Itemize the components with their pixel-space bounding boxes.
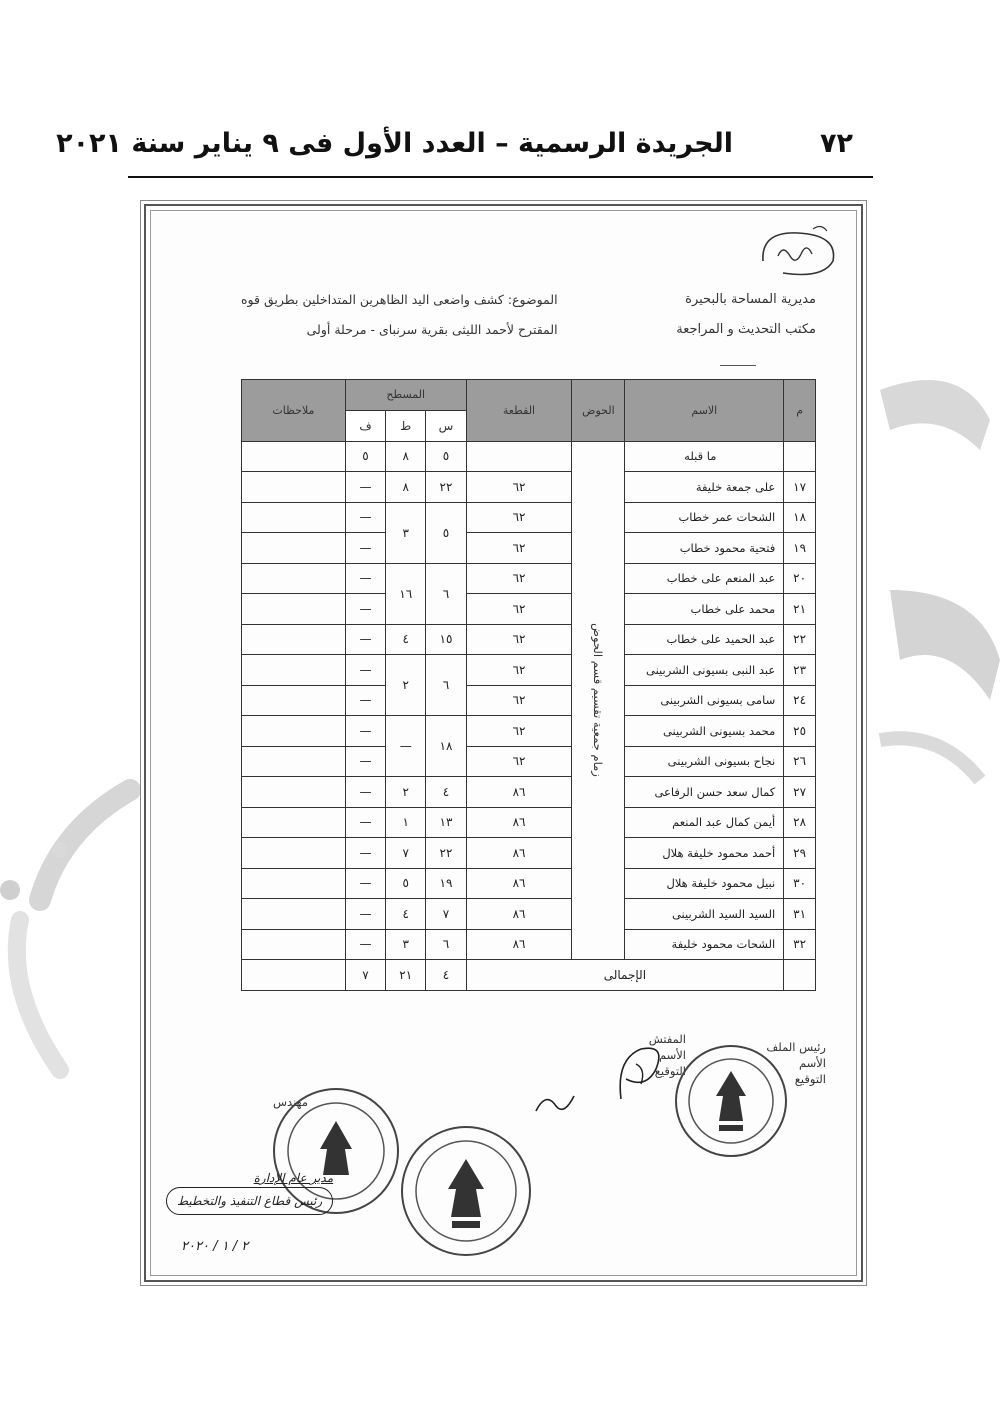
total-row <box>242 960 816 991</box>
table-row <box>242 807 816 838</box>
row-f: — <box>345 868 385 899</box>
col-header-hod: الحوض <box>572 380 625 442</box>
row-no: ٢٨ <box>784 807 816 838</box>
row-parcel: ٦٢ <box>466 563 572 594</box>
row-no: ٣٠ <box>784 868 816 899</box>
row-parcel: ٦٢ <box>466 685 572 716</box>
office-name: مكتب التحديث و المراجعة <box>676 322 816 337</box>
row-name: أيمن كمال عبد المنعم <box>625 807 784 838</box>
total-label: الإجمالى <box>466 960 784 991</box>
row-name: سامى بسيونى الشربينى <box>625 685 784 716</box>
row-t: ٤ <box>386 899 426 930</box>
table-row <box>242 472 816 503</box>
row-parcel: ٦٢ <box>466 502 572 533</box>
signature-scribble-icon <box>531 1081 591 1121</box>
row-name: عبد الحميد على خطاب <box>625 624 784 655</box>
row-no: ٢٥ <box>784 716 816 747</box>
row-no: ٢٤ <box>784 685 816 716</box>
table-row <box>242 624 816 655</box>
row-name: السيد السيد الشربينى <box>625 899 784 930</box>
row-notes <box>242 563 346 594</box>
scanned-document <box>140 200 867 1286</box>
header-rule <box>128 176 873 178</box>
gazette-title: الجريدة الرسمية – العدد الأول فى ٩ يناير سنة ٢٠٢١ <box>56 128 733 159</box>
row-notes <box>242 777 346 808</box>
signature-date: ٢ / ١ / ٢٠٢٠ <box>181 1239 249 1254</box>
col-header-qirat: ط <box>386 410 426 441</box>
inspector-signature-block: المفتش الأسم التوقيع <box>648 1032 686 1078</box>
row-no: ٢٩ <box>784 838 816 869</box>
row-notes <box>242 929 346 960</box>
table-row <box>242 868 816 899</box>
row-f: — <box>345 777 385 808</box>
row-f: — <box>345 929 385 960</box>
row-name: كمال سعد حسن الرفاعى <box>625 777 784 808</box>
row-f: — <box>345 502 385 533</box>
row-no: ٢٧ <box>784 777 816 808</box>
row-s: ١٨ <box>426 716 466 777</box>
table-row <box>242 838 816 869</box>
table-row <box>242 929 816 960</box>
row-parcel: ٨٦ <box>466 868 572 899</box>
row-t: ٣ <box>386 929 426 960</box>
table-row <box>242 777 816 808</box>
directorate-name: مديرية المساحة بالبحيرة <box>685 292 816 307</box>
row-name: نجاح بسيونى الشربينى <box>625 746 784 777</box>
row-parcel: ٨٦ <box>466 899 572 930</box>
col-header-feddan: ف <box>345 410 385 441</box>
carried-f: ٥ <box>345 441 385 472</box>
carried-t: ٨ <box>386 441 426 472</box>
table-row <box>242 655 816 686</box>
row-parcel: ٨٦ <box>466 929 572 960</box>
total-t: ٢١ <box>386 960 426 991</box>
director-signature-block: مدير عام الإدارة رئيس قطاع التنفيذ والتخطيط <box>166 1169 333 1215</box>
row-f: — <box>345 899 385 930</box>
carried-s: ٥ <box>426 441 466 472</box>
row-f: — <box>345 807 385 838</box>
row-parcel: ٦٢ <box>466 533 572 564</box>
table-row <box>242 685 816 716</box>
table-row <box>242 746 816 777</box>
row-t: ٧ <box>386 838 426 869</box>
row-no: ١٧ <box>784 472 816 503</box>
row-t: ٤ <box>386 624 426 655</box>
table-row <box>242 441 816 472</box>
row-name: الشحات محمود خليفة <box>625 929 784 960</box>
row-f: — <box>345 594 385 625</box>
proposal-line: المقترح لأحمد الليثى بقرية سرنباى - مرحلة أولى <box>306 322 558 337</box>
row-s: ٦ <box>426 563 466 624</box>
table-row <box>242 594 816 625</box>
running-head <box>56 118 873 176</box>
row-name: فتحية محمود خطاب <box>625 533 784 564</box>
row-notes <box>242 624 346 655</box>
hod-cell <box>572 441 625 960</box>
row-s: ١٥ <box>426 624 466 655</box>
row-parcel: ٦٢ <box>466 655 572 686</box>
row-s: ٥ <box>426 502 466 563</box>
row-notes <box>242 899 346 930</box>
watermark-logo <box>0 750 160 1130</box>
row-notes <box>242 472 346 503</box>
row-parcel: ٦٢ <box>466 472 572 503</box>
row-no: ٢٦ <box>784 746 816 777</box>
row-name: محمد بسيونى الشربينى <box>625 716 784 747</box>
row-f: — <box>345 472 385 503</box>
row-name: أحمد محمود خليفة هلال <box>625 838 784 869</box>
row-s: ١٩ <box>426 868 466 899</box>
row-f: — <box>345 838 385 869</box>
table-row <box>242 716 816 747</box>
subject-line: الموضوع: كشف واضعى اليد الظاهرين المتداخلين بطريق قوه <box>241 292 558 307</box>
table-row <box>242 899 816 930</box>
row-notes <box>242 502 346 533</box>
row-f: — <box>345 533 385 564</box>
signature-scribble-icon <box>611 1039 671 1109</box>
row-t: ٥ <box>386 868 426 899</box>
row-name: الشحات عمر خطاب <box>625 502 784 533</box>
table-row <box>242 502 816 533</box>
total-f: ٧ <box>345 960 385 991</box>
hod-vertical-label: زمام جمعية تقسيم قسم الحوض <box>591 623 606 778</box>
col-header-notes: ملاحظات <box>242 380 346 442</box>
row-parcel: ٦٢ <box>466 624 572 655</box>
row-s: ١٣ <box>426 807 466 838</box>
row-name: عبد النبى بسيونى الشربينى <box>625 655 784 686</box>
row-t: ١٦ <box>386 563 426 624</box>
row-s: ٦ <box>426 655 466 716</box>
row-notes <box>242 746 346 777</box>
row-s: ٤ <box>426 777 466 808</box>
row-notes <box>242 533 346 564</box>
page-number: ٧٢ <box>820 128 853 159</box>
row-no: ٣٢ <box>784 929 816 960</box>
row-parcel: ٦٢ <box>466 594 572 625</box>
subject-header <box>241 285 558 345</box>
row-f: — <box>345 624 385 655</box>
row-f: — <box>345 716 385 747</box>
row-notes <box>242 838 346 869</box>
row-t: ٨ <box>386 472 426 503</box>
row-no: ١٨ <box>784 502 816 533</box>
table-row <box>242 533 816 564</box>
carried-forward-label: ما قبله <box>625 441 784 472</box>
row-f: — <box>345 685 385 716</box>
handwritten-reference-mark <box>753 221 848 283</box>
row-name: على جمعة خليفة <box>625 472 784 503</box>
row-no: ٢١ <box>784 594 816 625</box>
row-s: ٧ <box>426 899 466 930</box>
row-no: ٢٣ <box>784 655 816 686</box>
row-name: عبد المنعم على خطاب <box>625 563 784 594</box>
col-header-name: الاسم <box>625 380 784 442</box>
header-underline <box>720 365 756 366</box>
row-parcel: ٨٦ <box>466 807 572 838</box>
official-seal-icon <box>671 1041 791 1161</box>
row-notes <box>242 807 346 838</box>
row-parcel: ٨٦ <box>466 777 572 808</box>
holders-table <box>241 379 816 991</box>
row-f: — <box>345 655 385 686</box>
row-f: — <box>345 746 385 777</box>
row-t: ١ <box>386 807 426 838</box>
table-row <box>242 563 816 594</box>
row-name: محمد على خطاب <box>625 594 784 625</box>
row-notes <box>242 716 346 747</box>
engineer-label: مهندس <box>273 1095 309 1109</box>
file-head-signature-block: رئيس الملف الأسم التوقيع <box>766 1040 826 1086</box>
watermark-stamp-text <box>860 360 1004 820</box>
row-s: ٢٢ <box>426 838 466 869</box>
row-notes <box>242 655 346 686</box>
row-t: — <box>386 716 426 777</box>
col-header-area: المسطح <box>345 380 466 411</box>
col-header-no: م <box>784 380 816 442</box>
row-s: ٢٢ <box>426 472 466 503</box>
signatures-area <box>141 1021 866 1261</box>
col-header-parcel: القطعة <box>466 380 572 442</box>
row-t: ٣ <box>386 502 426 563</box>
row-notes <box>242 685 346 716</box>
row-parcel: ٦٢ <box>466 716 572 747</box>
row-f: — <box>345 563 385 594</box>
row-no: ١٩ <box>784 533 816 564</box>
row-t: ٢ <box>386 777 426 808</box>
row-no: ٣١ <box>784 899 816 930</box>
row-parcel: ٨٦ <box>466 838 572 869</box>
row-no: ٢٠ <box>784 563 816 594</box>
row-notes <box>242 868 346 899</box>
office-header <box>676 285 816 345</box>
col-header-sahm: س <box>426 410 466 441</box>
row-name: نبيل محمود خليفة هلال <box>625 868 784 899</box>
row-no: ٢٢ <box>784 624 816 655</box>
row-s: ٦ <box>426 929 466 960</box>
row-notes <box>242 594 346 625</box>
row-parcel: ٦٢ <box>466 746 572 777</box>
row-t: ٢ <box>386 655 426 716</box>
official-seal-icon <box>396 1121 536 1261</box>
total-s: ٤ <box>426 960 466 991</box>
